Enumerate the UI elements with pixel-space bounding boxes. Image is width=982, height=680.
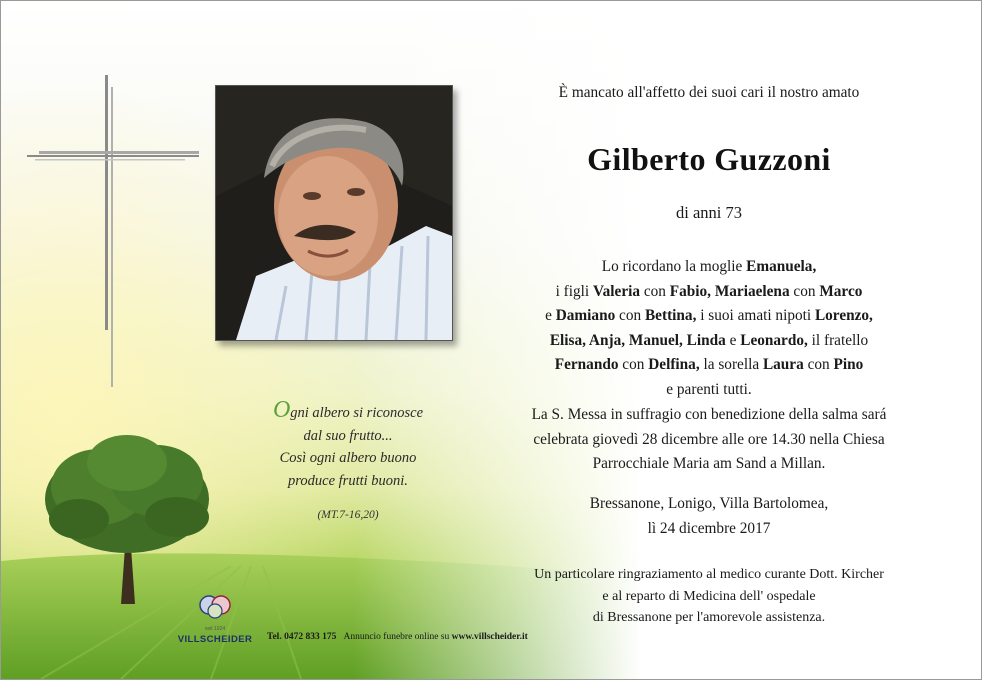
family-name: Damiano (555, 307, 616, 324)
contact-text: Annuncio funebre online su (343, 632, 452, 642)
place-date (479, 492, 939, 541)
family-text: con (640, 282, 670, 300)
bible-quote (263, 399, 433, 527)
thanks-line: Un particolare ringraziamento al medico curante Dott. Kircher (534, 567, 884, 582)
thanks-line: di Bressanone per l'amorevole assistenza. (592, 610, 826, 625)
deceased-age: di anni 73 (676, 203, 742, 222)
quote-first-line: Ogni albero si riconosce (272, 397, 424, 423)
family-text: e (725, 331, 741, 349)
portrait-photo (215, 85, 453, 341)
quote-line: Così ogni albero buono (279, 450, 417, 466)
family-line (479, 353, 939, 378)
date-line: lì 24 dicembre 2017 (647, 519, 771, 537)
family-name: Lorenzo, (814, 307, 873, 324)
family-name: Fernando (554, 356, 619, 373)
family-text: i suoi amati nipoti (696, 307, 815, 324)
tree-icon (29, 429, 219, 609)
logo-emblem-icon (195, 591, 235, 621)
quote-citation: (MT.7-16,20) (317, 509, 379, 521)
mass-line: celebrata giovedì 28 dicembre alle ore 14.30 nella Chiesa (533, 430, 885, 448)
family-text: e (545, 307, 556, 324)
place-line: Bressanone, Lonigo, Villa Bartolomea, (589, 495, 829, 512)
contact-phone: Tel. 0472 833 175 (267, 632, 337, 642)
cross-icon (27, 75, 202, 395)
family-name: Elisa, Anja, Manuel, Linda (549, 331, 726, 349)
portrait-image (216, 86, 452, 340)
intro-text: È mancato all'affetto dei suoi cari il nostro amato (558, 84, 860, 101)
family-name: Emanuela, (746, 258, 817, 275)
contact-website: www.villscheider.it (451, 632, 528, 642)
family-text: con (803, 356, 834, 373)
mass-line: Parrocchiale Maria am Sand a Millan. (592, 455, 826, 472)
family-text: la sorella (699, 356, 763, 373)
family-text: i figli (555, 282, 593, 300)
deceased-name: Gilberto Guzzoni (587, 141, 831, 177)
family-list (479, 255, 939, 402)
mass-announcement (479, 403, 939, 477)
quote-line: produce frutti buoni. (288, 472, 408, 489)
logo-name: VILLSCHEIDER (177, 634, 253, 645)
family-name: Bettina, (644, 307, 697, 324)
funeral-home-logo (167, 591, 263, 653)
family-line (479, 329, 939, 354)
family-text: e parenti tutti. (666, 380, 752, 398)
family-line (479, 280, 939, 305)
logo-established: seit 1924 (204, 626, 226, 632)
family-name: Marco (819, 282, 863, 300)
quote-line: dal suo frutto... (303, 427, 393, 444)
mass-line: La S. Messa in suffragio con benedizione della salma sará (531, 406, 887, 423)
family-text: con (615, 307, 645, 324)
family-name: Valeria (593, 282, 641, 300)
family-name: Delfina, (648, 356, 700, 373)
family-line (479, 378, 939, 403)
family-text: con (789, 282, 820, 300)
family-text: il fratello (807, 331, 869, 349)
family-name: Pino (833, 356, 864, 373)
family-line (479, 255, 939, 280)
acknowledgements (479, 564, 939, 629)
family-line (479, 304, 939, 329)
contact-line (267, 632, 528, 642)
thanks-line: e al reparto di Medicina dell' ospedale (602, 588, 816, 604)
family-name: Fabio, Mariaelena (669, 282, 790, 300)
family-text: Lo ricordano la moglie (601, 258, 747, 275)
family-name: Leonardo, (740, 331, 808, 349)
quote-dropcap: O (272, 397, 291, 423)
family-name: Laura (762, 356, 804, 373)
family-text: con (618, 356, 649, 373)
